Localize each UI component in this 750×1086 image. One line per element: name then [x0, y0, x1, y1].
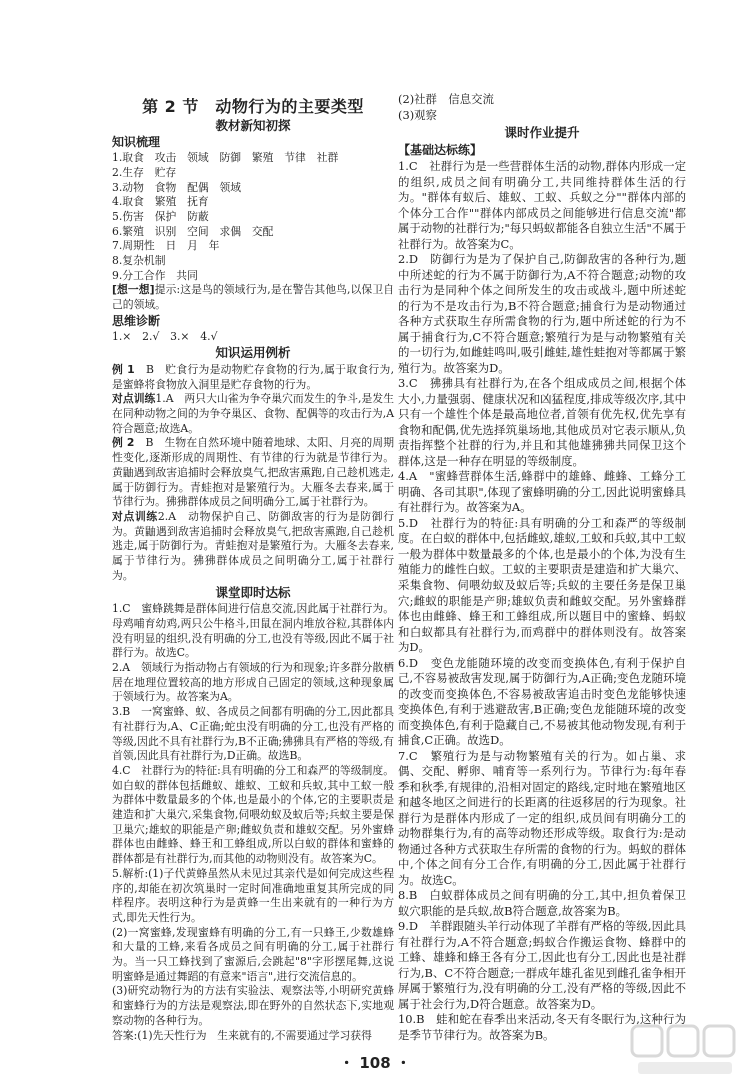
example-1-label: 例 1 — [112, 362, 135, 376]
classroom-answer: 答案:(1)先天性行为 生来就有的,不需要通过学习获得 — [112, 1028, 372, 1042]
subhead-classroom: 课堂即时达标 — [215, 584, 291, 600]
example-2 — [112, 436, 394, 510]
classroom-item: (3)研究动物行为的方法有实验法、观察法等,小明研究黄蜂和蜜蜂行为的方法是观察法,即在野外的自然状态下,实地观察动物的各种行为。 — [112, 984, 394, 1027]
drill-1-label: 对点训练 — [112, 392, 156, 406]
drill-1-text: 1.A 两只大山雀为争夺巢穴而发生的争斗,是发生在同种动物之间的为争夺巢区、食物、配偶等的攻击行为,A符合题意;故选A。 — [112, 392, 395, 435]
knowledge-line: 2.生存 贮存 — [112, 165, 177, 179]
knowledge-list — [112, 151, 394, 283]
homework-item: 10.B 蛙和蛇在春季出来活动,冬天有冬眠行为,这种行为是季节节律行为。故答案为B。 — [398, 1012, 686, 1042]
drill-2-label: 对点训练 — [112, 509, 158, 523]
knowledge-line: 4.取食 繁殖 抚育 — [112, 195, 209, 209]
subhead-application: 知识运用例析 — [215, 345, 291, 361]
homework-item: 1.C 社群行为是一些营群体生活的动物,群体内形成一定的组织,成员之间有明确分工,共同维持群体生活的行为。"群体有蚁后、雄蚁、工蚁、兵蚁之分""群体内部的个体分工合作""群体内部成员之间能够进行信息交流"都属于动物的社群行为;"每只蚂蚁都能各自独立生活"不属于社群行为。故答案为C。 — [398, 159, 686, 251]
classroom-item: 5.解析:(1)子代黄蜂虽然从未见过其亲代是如何完成这些程序的,却能在初次筑巢时一定时间准确地重复其所完成的同样程序。表明这种行为是黄蜂一生出来就有的一种行为方式,即先天性行为。 — [112, 866, 394, 924]
example-2-text: B 生物在自然环境中随着地球、太阳、月亮的周期性变化,逐渐形成的周期性、有节律的行为就是节律行为。黄鼬遇到敌害追捕时会释放臭气,把敌害熏跑,自己趁机逃走,属于防御行为。青蛙抱对是繁殖行为。大雁冬去春来,属于节律行为。狒狒群体成员之间明确分工,属于社群行为。 — [112, 436, 394, 509]
example-2-label: 例 2 — [112, 436, 135, 450]
homework-item: 8.B 白蚁群体成员之间有明确的分工,其中,担负着保卫蚁穴职能的是兵蚁,故B符合题意,故答案为B。 — [398, 888, 686, 918]
classroom-item: 4.C 社群行为的特征:具有明确的分工和森严的等级制度。如白蚁的群体包括雌蚁、雄蚁、工蚁和兵蚁,其中工蚁一般为群体中数量最多的个体,也是最小的个体,它的主要职责是建造和扩大巢穴,采集食物,伺喂幼蚁及蚁后等;兵蚁主要是保卫巢穴;雄蚁的职能是产卵;雌蚁负责和雄蚁交配。另外蜜蜂群体也由雌蜂、蜂王和工蜂组成,所以白蚁的群体和蜜蜂的群体都是有社群行为,而其他的动物则没有。故答案为C。 — [112, 763, 394, 866]
knowledge-line: 9.分工合作 共同 — [112, 268, 198, 282]
think-paragraph — [112, 283, 394, 312]
watermark-logo-icon — [630, 1022, 740, 1078]
subhead-homework: 课时作业提升 — [504, 125, 580, 141]
knowledge-line: 3.动物 食物 配偶 领域 — [112, 180, 242, 194]
section-title: 第 2 节 动物行为的主要类型 — [142, 97, 364, 116]
knowledge-label: 知识梳理 — [112, 135, 161, 150]
homework-item: 5.D 社群行为的特征:具有明确的分工和森严的等级制度。在白蚁的群体中,包括雌蚁,雄蚁,工蚁和兵蚁,其中工蚁一般为群体中数量最多的个体,也是最小的个体,为没有生殖能力的雌性白蚁。工蚁的主要职责是建造和扩大巢穴、采集食物、伺喂幼蚁及蚁后等;兵蚁的主要任务是保卫巢穴;雌蚁的职能是产卵;雄蚁负责和雌蚁交配。另外蜜蜂群体也由雌蜂、蜂王和工蜂组成,所以题目中的蜜蜂、蚂蚁和白蚁都具有社群行为,而鸡群中的群体则没有。故答案为D。 — [398, 515, 686, 655]
drill-1 — [112, 392, 394, 436]
classroom-item: 1.C 蜜蜂跳舞是群体间进行信息交流,因此属于社群行为。母鸡哺育幼鸡,两只公牛格斗,田鼠在洞内堆放谷粒,其群体内没有明显的组织,没有明确的分工,也没有等级,因此不属于社群行为。故选C。 — [112, 602, 394, 660]
homework-item: 3.C 狒狒具有社群行为,在各个组成成员之间,根据个体大小,力量强弱、健康状况和凶猛程度,排成等级次序,其中只有一个雄性个体是最高地位者,首领有优先权,优先享有食物和配偶,优先选择筑巢场地,其他成员对它表示顺从,负责指挥整个社群的行为,并且和其他雄狒狒共同保卫这个群体,这是一种存在明显的等级制度。 — [398, 376, 686, 468]
diagnosis-label: 思维诊断 — [112, 313, 161, 328]
homework-item: 9.D 羊群跟随头羊行动体现了羊群有严格的等级,因此具有社群行为,A不符合题意;蚂蚁合作搬运食物、蜂群中的工蜂、雄蜂和蜂王各有分工,因此也有分工,因此也是社群行为,B、C不符合题意;一群成年雄孔雀见到雌孔雀争相开屏属于繁殖行为,没有明确的分工,没有严格的等级,因此不属于社会行为,D符合题意。故答案为D。 — [398, 919, 686, 1011]
drill-2-text: 2.A 动物保护自己、防御敌害的行为是防御行为。黄鼬遇到敌害追捕时会释放臭气,把敌害熏跑,自己趁机逃走,属于防御行为。青蛙抱对是繁殖行为。大雁冬去春来,属于节律行为。狒狒群体成员之间明确分工,属于社群行为。 — [112, 509, 394, 582]
homework-item: 7.C 繁殖行为是与动物繁殖有关的行为。如占巢、求偶、交配、孵卵、哺育等一系列行为。节律行为:每年春季和秋季,有规律的,沿相对固定的路线,定时地在繁殖地区和越冬地区之间进行的长距离的往返移居的行为现象。社群行为是群体内形成了一定的组织,成员间有明确分工的动物群集行为,有的高等动物还形成等级。取食行为:是动物通过各种方式获取生存所需的食物的行为。蚂蚁的群体中,个体之间有分工合作,有明确的分工,因此属于社群行为。故选C。 — [398, 748, 686, 887]
example-1 — [112, 363, 394, 392]
answer-continuation: (2)社群 信息交流 — [398, 92, 494, 106]
basic-practice-label: 【基础达标练】 — [398, 142, 483, 157]
think-label: [想一想] — [112, 283, 155, 297]
knowledge-line: 6.繁殖 识别 空间 求偶 交配 — [112, 224, 274, 238]
diagnosis-line: 1.× 2.√ 3.× 4.√ — [112, 329, 218, 343]
knowledge-line: 1.取食 攻击 领域 防御 繁殖 节律 社群 — [112, 151, 339, 165]
classroom-item: 2.A 领域行为指动物占有领域的行为和现象;许多群分散栖居在地理位置较高的地方形成自己固定的领域,这种现象属于领域行为。故答案为A。 — [112, 661, 394, 704]
classroom-item: (2)一窝蜜蜂,发现蜜蜂有明确的分工,有一只蜂王,少数雄蜂和大量的工蜂,来看各成员之间有明确的分工,属于社群行为。当一只工蜂找到了蜜源后,会跳起"8"字形摆尾舞,这说明蜜蜂是通过舞蹈的有意来"语言",进行交流信息的。 — [112, 925, 394, 983]
think-text: 提示:这是鸟的领域行为,是在警告其他鸟,以保卫自己的领域。 — [112, 283, 395, 312]
page-number: ・ 108 ・ — [339, 1054, 411, 1072]
homework-item: 4.A "蜜蜂营群体生活,蜂群中的雄蜂、雌蜂、工蜂分工明确、各司其职",体现了蜜蜂明确的分工,因此说明蜜蜂具有社群行为。故答案为A。 — [398, 469, 686, 515]
knowledge-line: 8.复杂机制 — [112, 254, 166, 268]
homework-item: 2.D 防御行为是为了保护自己,防御敌害的各种行为,题中所述蛇的行为不属于防御行为,A不符合题意;动物的攻击行为是同种个体之间所发生的攻击或战斗,题中所述蛇的行为不是攻击行为,B不符合题意;捕食行为是动物通过各种方式获取生存所需食物的行为,题中所述蛇的行为不属于捕食行为,C不符合题意;繁殖行为是与动物繁殖有关的一切行为,如雌蛙鸣叫,吸引雌蛙,雄性蛙抱对等都属于繁殖行为。故答案为D。 — [398, 252, 686, 375]
drill-2 — [112, 510, 394, 584]
knowledge-line: 5.伤害 保护 防蔽 — [112, 209, 209, 223]
right-column — [398, 92, 686, 1043]
left-column — [112, 86, 394, 1043]
homework-item: 6.D 变色龙能随环境的改变而变换体色,有利于保护自己,不容易被敌害发现,属于防御行为,A正确;变色龙随环境的改变而变换体色,不容易被敌害追击时变色龙能够快速变换体色,有利于逃避敌害,B正确;变色龙能随环境的改变而变换体色,有利于隐藏自己,不易被其他动物发现,有利于捕食,C正确。故选D。 — [398, 655, 686, 748]
example-1-text: B 贮食行为是动物贮存食物的行为,属于取食行为,是蜜蜂将食物放入洞里是贮存食物的行为。 — [112, 362, 394, 391]
answer-continuation: (3)观察 — [398, 107, 437, 122]
classroom-item: 3.B 一窝蜜蜂、蚁、各成员之间都有明确的分工,因此都具有社群行为,A、C正确;蛇虫没有明确的分工,也没有严格的等级,因此不具有社群行为,B不正确;狒狒具有严格的等级,有首领,因此具有社群行为,D正确。故选B。 — [112, 705, 394, 763]
knowledge-line: 7.周期性 日 月 年 — [112, 239, 220, 253]
subhead-new-knowledge: 教材新知初探 — [215, 117, 291, 133]
